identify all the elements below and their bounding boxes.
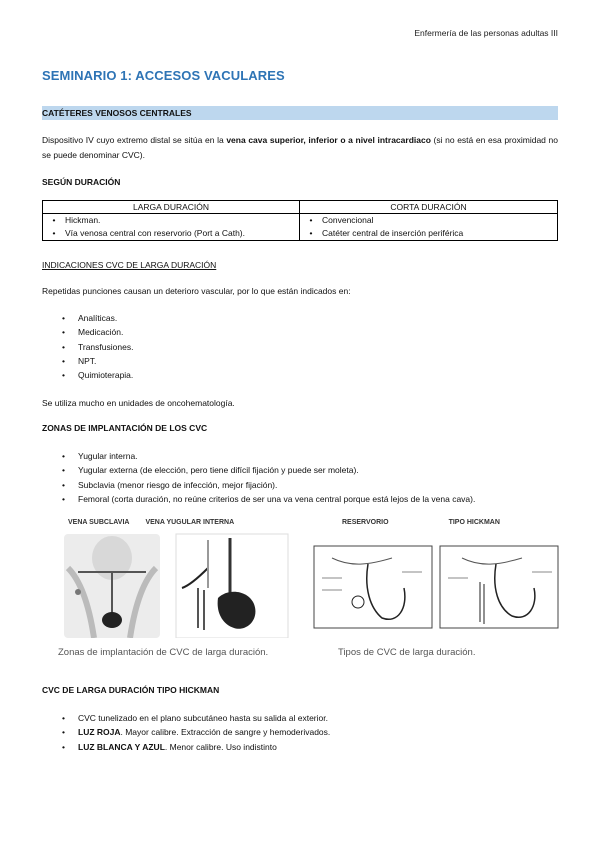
label-subclavia: VENA SUBCLAVIA	[68, 519, 130, 526]
types-figure	[312, 519, 562, 658]
list-item-text: Medicación.	[78, 327, 124, 338]
table-cell	[300, 227, 558, 241]
bullet: •	[62, 341, 65, 352]
list-item	[42, 492, 475, 506]
column-header-short: CORTA DURACIÓN	[300, 201, 558, 214]
list-item-bold: LUZ ROJA	[78, 727, 121, 738]
definition-text-c: (si no está en esa proximidad no se puede denominar CVC).	[42, 135, 558, 160]
bullet: •	[62, 370, 65, 381]
bullet: •	[62, 355, 65, 366]
table-cell	[43, 227, 300, 241]
list-item	[42, 463, 475, 477]
table-cell	[43, 214, 300, 228]
list-item	[42, 725, 330, 739]
column-header-long: LARGA DURACIÓN	[43, 201, 300, 214]
cvc-definition	[42, 133, 558, 163]
list-item	[300, 227, 557, 240]
list-item-text: Analíticas.	[78, 313, 118, 323]
list-item-bold: LUZ BLANCA Y AZUL	[78, 741, 165, 752]
indications-intro: Repetidas punciones causan un deterioro vascular, por lo que están indicados en:	[42, 286, 351, 296]
label-yugular: VENA YUGULAR INTERNA	[145, 519, 235, 526]
list-item	[42, 449, 475, 463]
duration-table	[42, 200, 558, 241]
duration-heading: SEGÚN DURACIÓN	[42, 177, 121, 187]
bullet: •	[309, 215, 313, 225]
list-item-text: Yugular interna.	[78, 451, 138, 461]
table-cell	[300, 214, 558, 228]
list-item	[43, 214, 299, 227]
list-item-text: Quimioterapia.	[78, 370, 134, 381]
list-item	[42, 354, 133, 368]
list-item	[43, 227, 299, 240]
caption-left: Zonas de implantación de CVC de larga duración.	[58, 647, 269, 658]
bullet: •	[309, 228, 313, 238]
indications-list	[42, 311, 133, 382]
section-bar-cvc: CATÉTERES VENOSOS CENTRALES	[42, 106, 558, 120]
list-item	[42, 711, 330, 725]
hickman-list	[42, 711, 330, 754]
bullet: •	[62, 313, 65, 323]
bullet: •	[52, 215, 56, 225]
bullet: •	[62, 327, 65, 338]
implantation-illustration	[58, 528, 298, 638]
indications-heading: INDICACIONES CVC DE LARGA DURACIÓN	[42, 260, 217, 270]
list-item	[42, 740, 330, 754]
bullet: •	[52, 228, 56, 238]
bullet: •	[62, 451, 65, 461]
page-title: SEMINARIO 1: ACCESOS VACULARES	[42, 68, 285, 83]
page-header: Enfermería de las personas adultas III	[414, 28, 558, 38]
bullet: •	[62, 479, 65, 490]
list-item-text: . Mayor calibre. Extracción de sangre y hemoderivados.	[120, 727, 331, 738]
list-item	[42, 368, 133, 382]
definition-text-bold: vena cava superior, inferior o a nivel intracardiaco	[226, 135, 431, 145]
list-item	[42, 478, 475, 492]
label-reservorio: RESERVORIO	[342, 519, 389, 526]
short-item-text: Catéter central de inserción periférica	[322, 228, 464, 238]
bullet: •	[62, 493, 65, 504]
indications-note: Se utiliza mucho en unidades de oncohematología.	[42, 398, 235, 408]
zones-list	[42, 449, 475, 506]
list-item-text: NPT.	[78, 355, 97, 366]
bullet: •	[62, 465, 65, 476]
list-item	[42, 340, 133, 354]
implantation-figure	[58, 519, 298, 658]
long-item-text: Hickman.	[65, 215, 101, 225]
list-item	[42, 311, 133, 325]
zones-heading: ZONAS DE IMPLANTACIÓN DE LOS CVC	[42, 423, 208, 433]
list-item-text: Yugular externa (de elección, pero tiene difícil fijación y puede ser moleta).	[78, 465, 359, 476]
bullet: •	[62, 727, 65, 738]
hickman-heading: CVC DE LARGA DURACIÓN TIPO HICKMAN	[42, 685, 220, 695]
list-item	[42, 325, 133, 339]
definition-text-a: Dispositivo IV cuyo extremo distal se sitúa en la	[42, 135, 227, 145]
bullet: •	[62, 741, 65, 752]
types-illustration	[312, 528, 562, 638]
list-item-text: Femoral (corta duración, no reúne criterios de ser una va vena central porque está lejos de la vena cava).	[78, 493, 476, 504]
caption-right: Tipos de CVC de larga duración.	[338, 647, 476, 658]
list-item-text: Subclavia (menor riesgo de infección, mejor fijación).	[78, 479, 278, 490]
long-item-text: Vía venosa central con reservorio (Port a Cath).	[65, 228, 245, 238]
short-item-text: Convencional	[322, 215, 374, 225]
list-item	[300, 214, 557, 227]
bullet: •	[62, 713, 65, 723]
list-item-text: . Menor calibre. Uso indistinto	[164, 741, 277, 752]
list-item-text: Transfusiones.	[78, 341, 134, 352]
label-hickman: TIPO HICKMAN	[448, 519, 500, 526]
list-item-text: CVC tunelizado en el plano subcutáneo hasta su salida al exterior.	[78, 713, 328, 723]
